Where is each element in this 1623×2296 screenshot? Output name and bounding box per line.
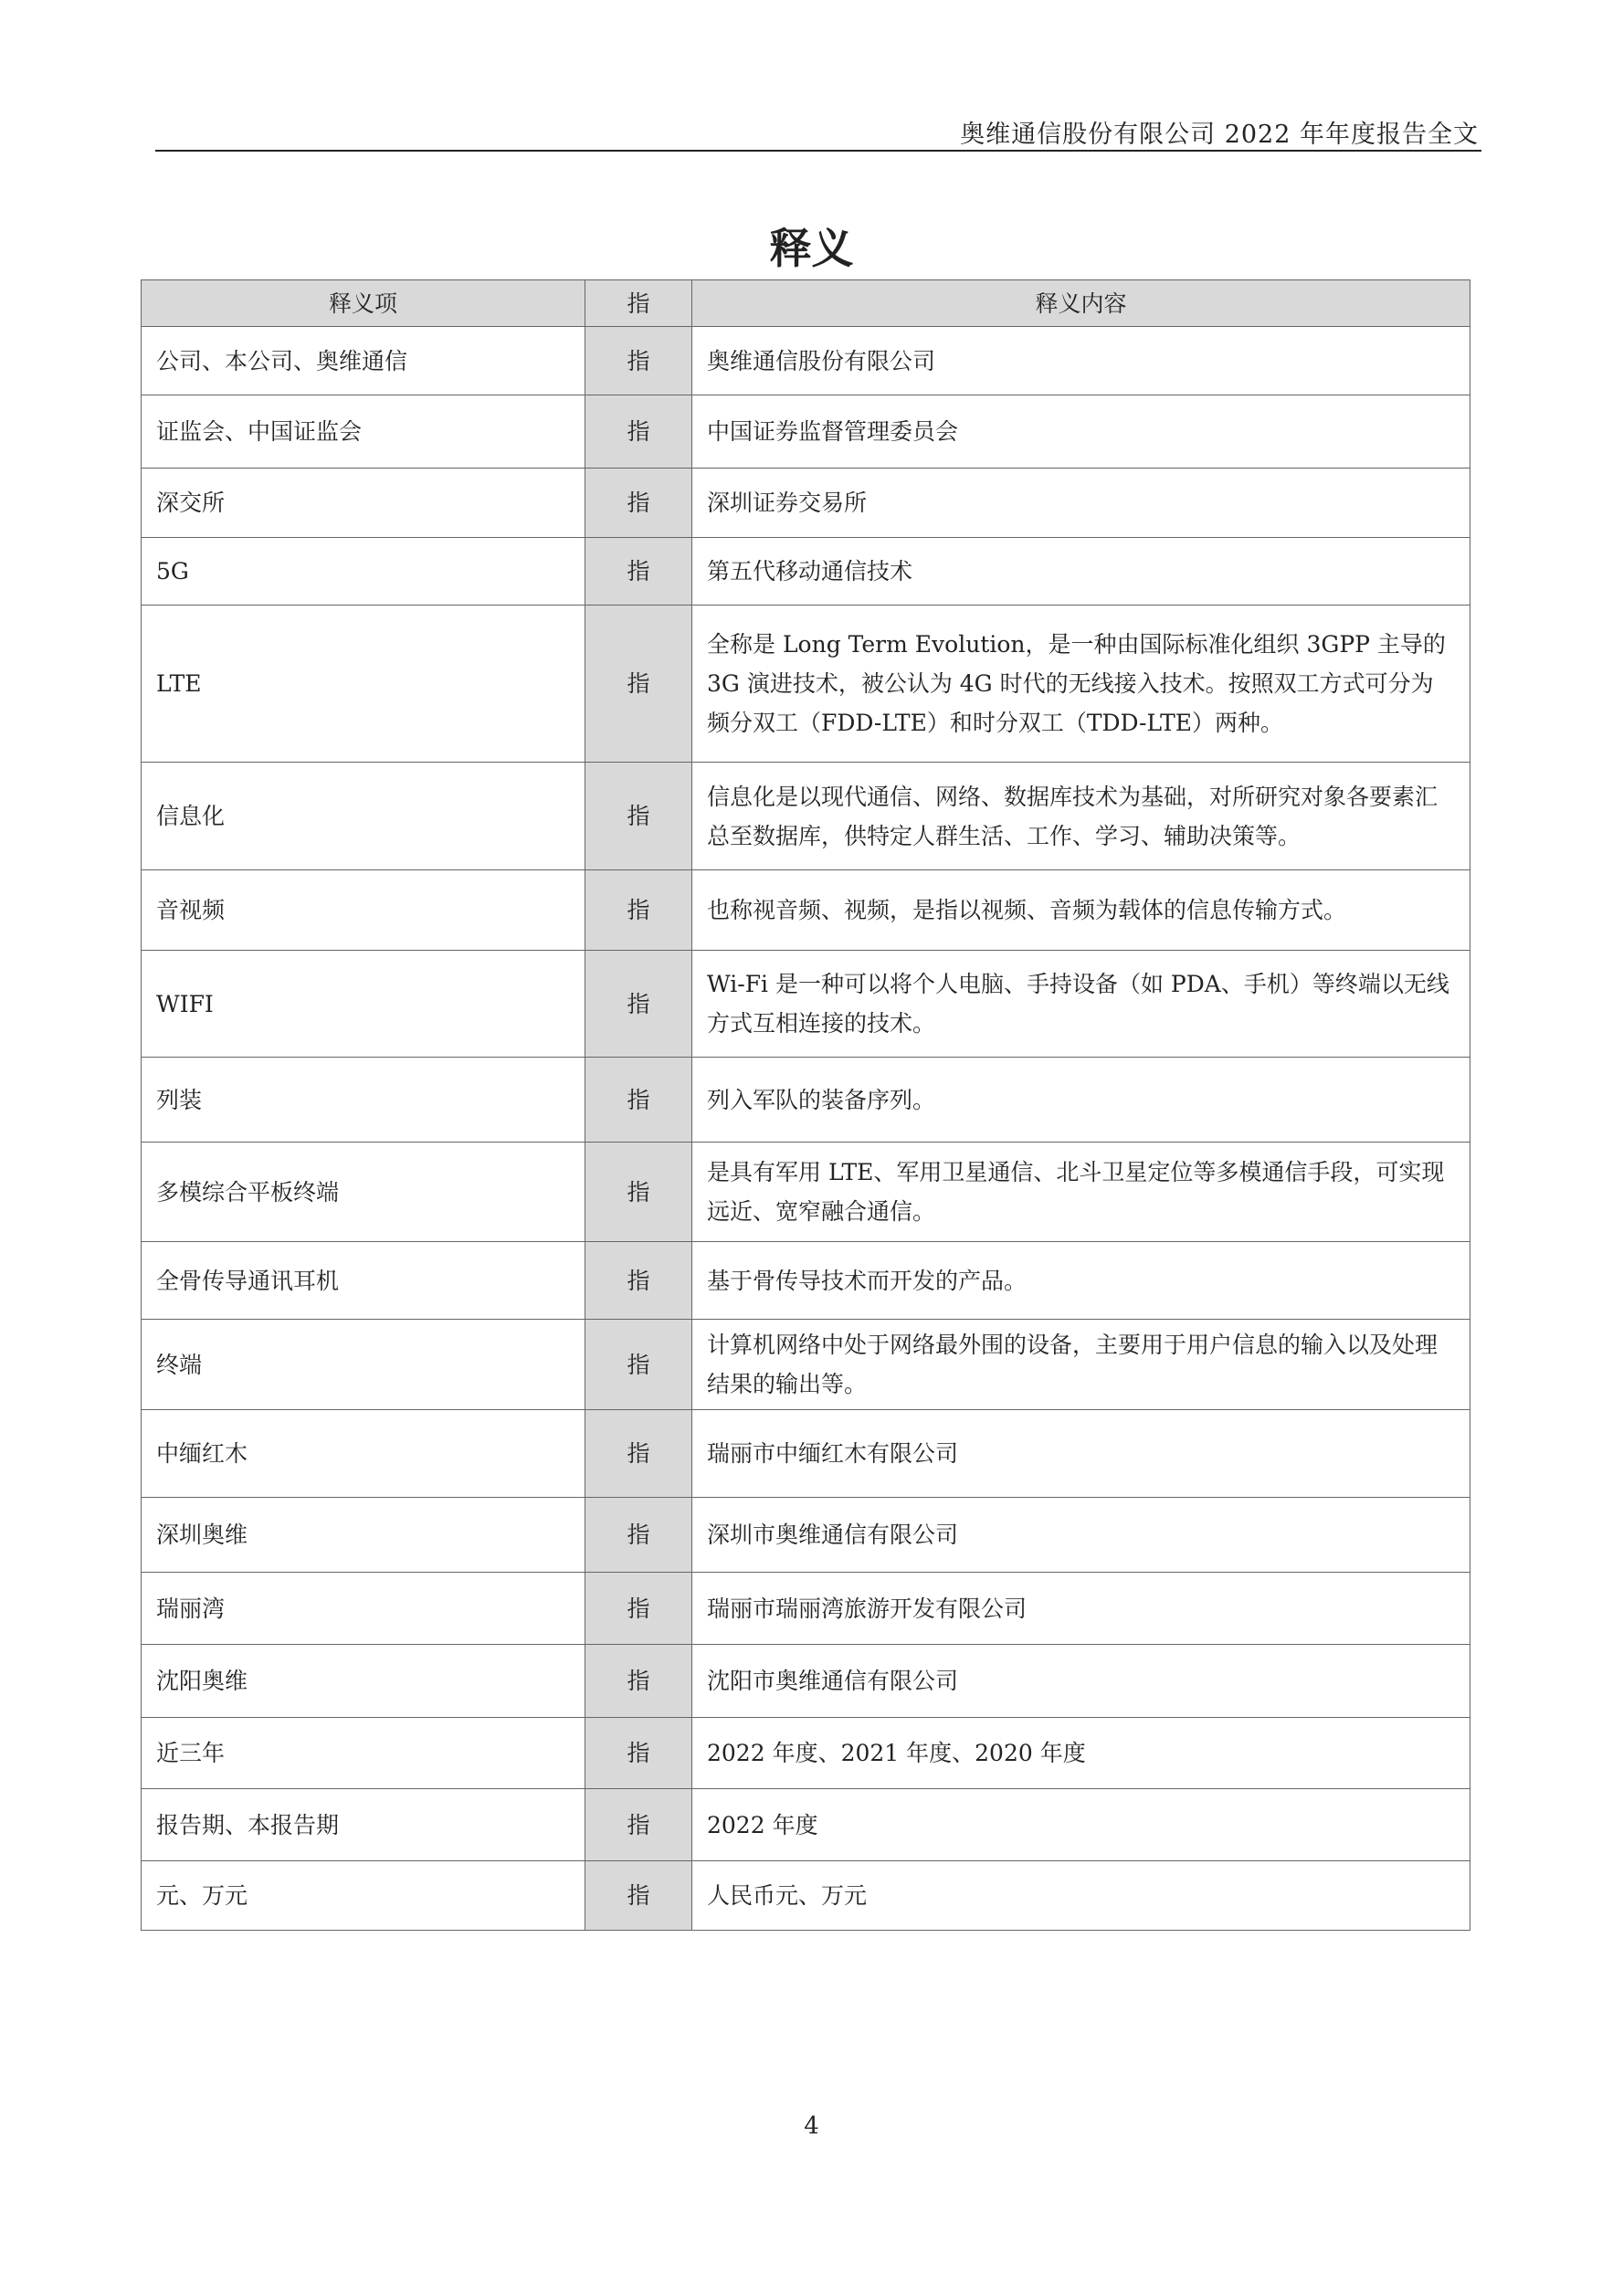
content-cell: 基于骨传导技术而开发的产品。 [692,1242,1470,1320]
table-row [142,1058,1470,1143]
term-cell: 深交所 [142,469,585,538]
content-cell: 2022 年度、2021 年度、2020 年度 [692,1718,1470,1789]
definitions-table [141,279,1470,1931]
refers-cell: 指 [585,1242,692,1320]
content-cell: 中国证券监督管理委员会 [692,395,1470,469]
term-cell: 公司、本公司、奥维通信 [142,327,585,395]
table-row [142,763,1470,870]
content-cell: 信息化是以现代通信、网络、数据库技术为基础，对所研究对象各要素汇总至数据库，供特定人群生活、工作、学习、辅助决策等。 [692,763,1470,870]
term-cell: 全骨传导通讯耳机 [142,1242,585,1320]
content-cell: 人民币元、万元 [692,1861,1470,1931]
term-cell: 元、万元 [142,1861,585,1931]
content-cell: 沈阳市奥维通信有限公司 [692,1645,1470,1718]
table-row [142,1789,1470,1861]
refers-cell: 指 [585,538,692,606]
table-row [142,1861,1470,1931]
content-cell: 是具有军用 LTE、军用卫星通信、北斗卫星定位等多模通信手段，可实现远近、宽窄融合通信。 [692,1143,1470,1242]
table-row [142,1498,1470,1573]
content-cell: 也称视音频、视频，是指以视频、音频为载体的信息传输方式。 [692,870,1470,951]
term-cell: 证监会、中国证监会 [142,395,585,469]
table-row [142,469,1470,538]
refers-cell: 指 [585,1498,692,1573]
term-cell: 终端 [142,1320,585,1410]
refers-cell: 指 [585,1143,692,1242]
content-cell: 第五代移动通信技术 [692,538,1470,606]
content-cell: 瑞丽市中缅红木有限公司 [692,1410,1470,1498]
refers-cell: 指 [585,1410,692,1498]
content-cell: 全称是 Long Term Evolution，是一种由国际标准化组织 3GPP 主导的 3G 演进技术，被公认为 4G 时代的无线接入技术。按照双工方式可分为频分双工（FDD-LTE）和时分双工（TDD-LTE）两种。 [692,606,1470,763]
table-row [142,1143,1470,1242]
table-row [142,327,1470,395]
refers-cell: 指 [585,469,692,538]
term-cell: 近三年 [142,1718,585,1789]
refers-cell: 指 [585,1320,692,1410]
term-cell: WIFI [142,951,585,1058]
refers-cell: 指 [585,951,692,1058]
term-cell: 信息化 [142,763,585,870]
table-row [142,606,1470,763]
column-header-term: 释义项 [142,280,585,327]
term-cell: 中缅红木 [142,1410,585,1498]
table-row [142,395,1470,469]
table-row [142,1242,1470,1320]
term-cell: 瑞丽湾 [142,1573,585,1645]
column-header-content: 释义内容 [692,280,1470,327]
page-number: 4 [804,2112,819,2140]
refers-cell: 指 [585,1645,692,1718]
refers-cell: 指 [585,327,692,395]
refers-cell: 指 [585,1058,692,1143]
column-header-refers: 指 [585,280,692,327]
term-cell: 深圳奥维 [142,1498,585,1573]
refers-cell: 指 [585,763,692,870]
table-row [142,870,1470,951]
refers-cell: 指 [585,1573,692,1645]
refers-cell: 指 [585,1861,692,1931]
content-cell: 深圳证券交易所 [692,469,1470,538]
table-row [142,951,1470,1058]
table-row [142,1573,1470,1645]
table-row [142,1410,1470,1498]
content-cell: Wi-Fi 是一种可以将个人电脑、手持设备（如 PDA、手机）等终端以无线方式互相连接的技术。 [692,951,1470,1058]
content-cell: 奥维通信股份有限公司 [692,327,1470,395]
refers-cell: 指 [585,1718,692,1789]
term-cell: 报告期、本报告期 [142,1789,585,1861]
content-cell: 列入军队的装备序列。 [692,1058,1470,1143]
refers-cell: 指 [585,870,692,951]
table-row [142,1718,1470,1789]
term-cell: LTE [142,606,585,763]
table-header-row [142,280,1470,327]
content-cell: 计算机网络中处于网络最外围的设备，主要用于用户信息的输入以及处理结果的输出等。 [692,1320,1470,1410]
refers-cell: 指 [585,395,692,469]
table-row [142,1645,1470,1718]
refers-cell: 指 [585,1789,692,1861]
running-header: 奥维通信股份有限公司 2022 年年度报告全文 [960,121,1479,149]
term-cell: 音视频 [142,870,585,951]
content-cell: 2022 年度 [692,1789,1470,1861]
refers-cell: 指 [585,606,692,763]
term-cell: 沈阳奥维 [142,1645,585,1718]
term-cell: 多模综合平板终端 [142,1143,585,1242]
page-title: 释义 [769,224,854,273]
content-cell: 深圳市奥维通信有限公司 [692,1498,1470,1573]
term-cell: 5G [142,538,585,606]
content-cell: 瑞丽市瑞丽湾旅游开发有限公司 [692,1573,1470,1645]
table-row [142,1320,1470,1410]
term-cell: 列装 [142,1058,585,1143]
header-rule [155,150,1481,152]
table-row [142,538,1470,606]
